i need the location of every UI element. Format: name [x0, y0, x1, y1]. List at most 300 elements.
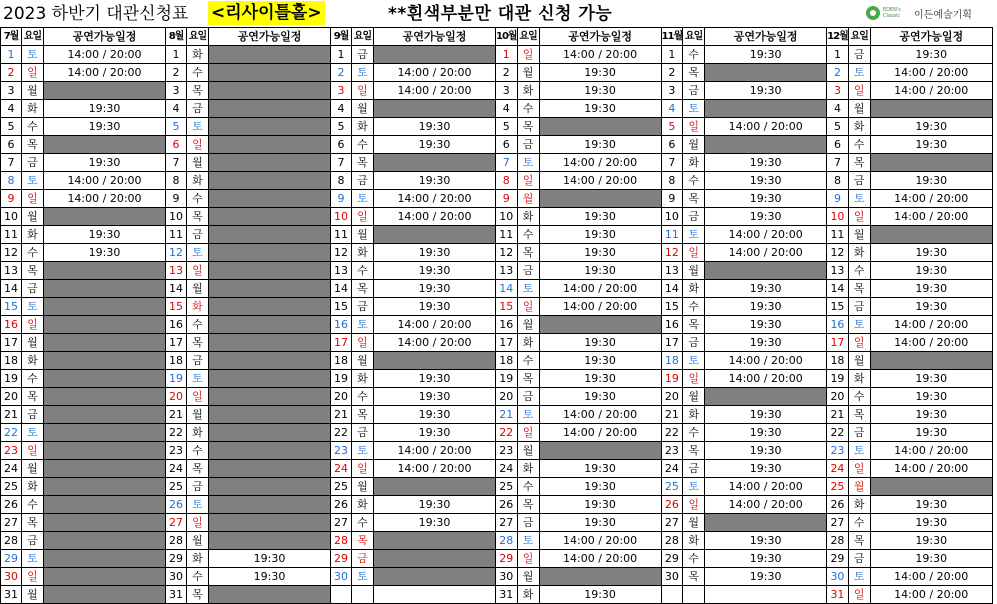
weekday-cell: 수	[683, 172, 705, 190]
weekday-cell: 토	[517, 280, 539, 298]
table-row	[1, 460, 993, 478]
date-cell: 22	[166, 424, 187, 442]
available-slot[interactable]: 19:30	[870, 424, 992, 442]
table-row	[1, 280, 993, 298]
available-slot[interactable]: 19:30	[870, 118, 992, 136]
date-cell: 23	[331, 442, 352, 460]
unavailable-slot	[44, 424, 166, 442]
table-row	[1, 388, 993, 406]
available-slot[interactable]: 14:00 / 20:00	[374, 82, 496, 100]
date-cell: 4	[166, 100, 187, 118]
weekday-cell: 월	[22, 334, 44, 352]
available-slot[interactable]: 19:30	[705, 406, 827, 424]
weekday-cell: 일	[352, 460, 374, 478]
available-slot[interactable]: 14:00 / 20:00	[44, 64, 166, 82]
available-slot[interactable]: 19:30	[705, 154, 827, 172]
weekday-cell: 일	[22, 190, 44, 208]
available-slot[interactable]: 19:30	[374, 172, 496, 190]
date-cell: 24	[496, 460, 518, 478]
weekday-cell: 일	[683, 370, 705, 388]
slot-header: 공연가능일정	[374, 28, 496, 46]
weekday-cell: 수	[352, 262, 374, 280]
date-cell: 4	[496, 100, 518, 118]
available-slot[interactable]: 19:30	[44, 244, 166, 262]
available-slot[interactable]: 14:00 / 20:00	[374, 64, 496, 82]
date-cell: 27	[1, 514, 22, 532]
available-slot[interactable]: 19:30	[374, 496, 496, 514]
date-cell: 31	[827, 586, 849, 604]
available-slot[interactable]: 19:30	[705, 190, 827, 208]
date-cell: 14	[496, 280, 518, 298]
available-slot[interactable]: 19:30	[539, 262, 661, 280]
available-slot[interactable]: 19:30	[539, 136, 661, 154]
date-cell: 12	[661, 244, 683, 262]
available-slot[interactable]: 19:30	[870, 298, 992, 316]
available-slot[interactable]: 14:00 / 20:00	[374, 316, 496, 334]
weekday-cell: 목	[517, 370, 539, 388]
available-slot[interactable]: 19:30	[705, 568, 827, 586]
available-slot[interactable]: 19:30	[870, 244, 992, 262]
slot-header: 공연가능일정	[209, 28, 331, 46]
unavailable-slot	[705, 262, 827, 280]
weekday-cell: 수	[352, 514, 374, 532]
rental-schedule-table	[0, 27, 993, 604]
weekday-cell: 일	[22, 316, 44, 334]
date-cell: 15	[166, 298, 187, 316]
date-cell: 21	[661, 406, 683, 424]
weekday-cell: 목	[187, 82, 209, 100]
date-cell: 14	[827, 280, 849, 298]
weekday-cell: 일	[22, 64, 44, 82]
available-slot[interactable]: 14:00 / 20:00	[870, 568, 992, 586]
available-slot[interactable]: 19:30	[539, 514, 661, 532]
weekday-cell: 토	[683, 352, 705, 370]
date-cell: 26	[166, 496, 187, 514]
available-slot[interactable]: 19:30	[539, 208, 661, 226]
available-slot[interactable]: 14:00 / 20:00	[374, 334, 496, 352]
unavailable-slot	[44, 82, 166, 100]
month-header: 10월	[496, 28, 518, 46]
unavailable-slot	[374, 532, 496, 550]
available-slot[interactable]: 19:30	[705, 280, 827, 298]
available-slot[interactable]: 19:30	[870, 280, 992, 298]
available-slot[interactable]: 19:30	[374, 262, 496, 280]
available-slot[interactable]: 19:30	[374, 136, 496, 154]
date-cell: 25	[1, 478, 22, 496]
available-slot[interactable]: 14:00 / 20:00	[539, 424, 661, 442]
available-slot[interactable]: 19:30	[539, 370, 661, 388]
available-slot[interactable]: 14:00 / 20:00	[870, 586, 992, 604]
weekday-cell: 일	[187, 388, 209, 406]
unavailable-slot	[44, 514, 166, 532]
available-slot[interactable]: 19:30	[870, 136, 992, 154]
weekday-cell: 금	[848, 172, 870, 190]
table-row	[1, 118, 993, 136]
available-slot[interactable]: 19:30	[539, 244, 661, 262]
date-cell: 12	[331, 244, 352, 262]
logo-text: 이든예술기획	[914, 9, 972, 21]
month-header: 8월	[166, 28, 187, 46]
date-cell: 17	[496, 334, 518, 352]
date-cell: 8	[331, 172, 352, 190]
weekday-cell	[352, 586, 374, 604]
unavailable-slot	[374, 100, 496, 118]
available-slot[interactable]: 19:30	[374, 370, 496, 388]
date-cell: 5	[827, 118, 849, 136]
available-slot[interactable]: 19:30	[539, 388, 661, 406]
title-bar	[0, 0, 997, 28]
available-slot[interactable]: 14:00 / 20:00	[44, 46, 166, 64]
weekday-cell: 화	[848, 118, 870, 136]
available-slot[interactable]: 14:00 / 20:00	[870, 334, 992, 352]
logo-icon	[866, 6, 880, 20]
available-slot[interactable]: 19:30	[870, 496, 992, 514]
available-slot[interactable]: 19:30	[870, 46, 992, 64]
weekday-cell: 금	[683, 82, 705, 100]
weekday-cell: 화	[517, 586, 539, 604]
available-slot[interactable]: 14:00 / 20:00	[870, 208, 992, 226]
slot-header: 공연가능일정	[539, 28, 661, 46]
weekday-header: 요일	[683, 28, 705, 46]
available-slot[interactable]: 19:30	[374, 280, 496, 298]
unavailable-slot	[209, 406, 331, 424]
date-cell: 13	[331, 262, 352, 280]
weekday-cell: 목	[187, 460, 209, 478]
available-slot[interactable]: 14:00 / 20:00	[870, 64, 992, 82]
available-slot[interactable]: 19:30	[539, 226, 661, 244]
available-slot[interactable]: 19:30	[209, 550, 331, 568]
weekday-cell: 화	[517, 208, 539, 226]
date-cell: 21	[331, 406, 352, 424]
available-slot[interactable]: 14:00 / 20:00	[705, 370, 827, 388]
date-cell: 24	[661, 460, 683, 478]
available-slot[interactable]: 19:30	[539, 496, 661, 514]
date-cell: 14	[166, 280, 187, 298]
available-slot[interactable]: 19:30	[870, 406, 992, 424]
unavailable-slot	[374, 352, 496, 370]
unavailable-slot	[209, 118, 331, 136]
available-slot[interactable]: 14:00 / 20:00	[870, 82, 992, 100]
available-slot[interactable]: 14:00 / 20:00	[870, 442, 992, 460]
available-slot[interactable]: 19:30	[870, 514, 992, 532]
available-slot[interactable]: 19:30	[539, 478, 661, 496]
weekday-cell: 월	[187, 280, 209, 298]
date-cell: 25	[331, 478, 352, 496]
weekday-cell: 화	[683, 280, 705, 298]
weekday-header: 요일	[352, 28, 374, 46]
unavailable-slot	[209, 154, 331, 172]
weekday-cell: 금	[683, 334, 705, 352]
weekday-cell: 화	[848, 370, 870, 388]
weekday-cell: 화	[187, 424, 209, 442]
date-cell: 18	[496, 352, 518, 370]
unavailable-slot	[209, 172, 331, 190]
available-slot[interactable]: 14:00 / 20:00	[539, 154, 661, 172]
weekday-cell: 월	[352, 478, 374, 496]
date-cell: 29	[661, 550, 683, 568]
unavailable-slot	[539, 442, 661, 460]
weekday-cell: 월	[848, 100, 870, 118]
available-slot[interactable]: 19:30	[44, 118, 166, 136]
unavailable-slot	[209, 478, 331, 496]
date-cell: 20	[661, 388, 683, 406]
date-cell: 7	[661, 154, 683, 172]
unavailable-slot	[374, 568, 496, 586]
available-slot[interactable]: 14:00 / 20:00	[539, 172, 661, 190]
date-cell: 10	[496, 208, 518, 226]
available-slot[interactable]: 19:30	[209, 568, 331, 586]
weekday-cell: 수	[848, 136, 870, 154]
date-cell: 18	[166, 352, 187, 370]
weekday-cell: 일	[187, 136, 209, 154]
available-slot[interactable]: 19:30	[374, 244, 496, 262]
empty-cell	[705, 586, 827, 604]
available-slot[interactable]: 14:00 / 20:00	[374, 442, 496, 460]
available-slot[interactable]: 19:30	[705, 334, 827, 352]
weekday-cell: 월	[683, 262, 705, 280]
available-slot[interactable]: 14:00 / 20:00	[44, 190, 166, 208]
available-slot[interactable]: 14:00 / 20:00	[705, 226, 827, 244]
weekday-cell: 목	[683, 442, 705, 460]
weekday-cell: 월	[848, 226, 870, 244]
available-slot[interactable]: 14:00 / 20:00	[705, 352, 827, 370]
date-cell: 5	[496, 118, 518, 136]
unavailable-slot	[209, 496, 331, 514]
available-slot[interactable]: 19:30	[539, 82, 661, 100]
available-slot[interactable]: 14:00 / 20:00	[539, 298, 661, 316]
date-cell: 2	[331, 64, 352, 82]
available-slot[interactable]: 19:30	[539, 460, 661, 478]
weekday-cell: 토	[22, 172, 44, 190]
available-slot[interactable]: 14:00 / 20:00	[705, 496, 827, 514]
available-slot[interactable]: 19:30	[539, 100, 661, 118]
unavailable-slot	[870, 154, 992, 172]
weekday-cell: 일	[517, 298, 539, 316]
available-slot[interactable]: 19:30	[374, 406, 496, 424]
date-cell: 22	[827, 424, 849, 442]
available-slot[interactable]: 19:30	[705, 208, 827, 226]
weekday-cell: 월	[683, 514, 705, 532]
unavailable-slot	[539, 190, 661, 208]
weekday-cell: 수	[848, 514, 870, 532]
available-slot[interactable]: 19:30	[44, 226, 166, 244]
weekday-cell: 수	[22, 244, 44, 262]
weekday-cell: 일	[848, 334, 870, 352]
date-cell: 12	[166, 244, 187, 262]
date-cell: 1	[496, 46, 518, 64]
date-cell: 31	[1, 586, 22, 604]
weekday-cell: 금	[683, 460, 705, 478]
weekday-cell: 목	[517, 496, 539, 514]
available-slot[interactable]: 19:30	[539, 64, 661, 82]
date-cell: 20	[496, 388, 518, 406]
available-slot[interactable]: 19:30	[705, 316, 827, 334]
weekday-cell: 월	[517, 316, 539, 334]
date-cell: 16	[827, 316, 849, 334]
weekday-cell: 일	[848, 460, 870, 478]
available-slot[interactable]: 14:00 / 20:00	[374, 460, 496, 478]
available-slot[interactable]: 14:00 / 20:00	[539, 280, 661, 298]
weekday-cell: 화	[352, 370, 374, 388]
available-slot[interactable]: 19:30	[870, 388, 992, 406]
weekday-cell: 금	[187, 478, 209, 496]
available-slot[interactable]: 19:30	[374, 514, 496, 532]
available-slot[interactable]: 14:00 / 20:00	[539, 532, 661, 550]
weekday-cell: 금	[352, 172, 374, 190]
available-slot[interactable]: 19:30	[374, 298, 496, 316]
date-cell: 6	[496, 136, 518, 154]
available-slot[interactable]: 19:30	[374, 388, 496, 406]
month-header: 12월	[827, 28, 849, 46]
available-slot[interactable]: 19:30	[539, 352, 661, 370]
date-cell: 22	[331, 424, 352, 442]
date-cell: 10	[331, 208, 352, 226]
weekday-cell: 수	[683, 46, 705, 64]
available-slot[interactable]: 19:30	[539, 334, 661, 352]
weekday-cell: 화	[22, 478, 44, 496]
table-row	[1, 316, 993, 334]
table-row	[1, 46, 993, 64]
available-slot[interactable]: 19:30	[705, 460, 827, 478]
table-row	[1, 136, 993, 154]
weekday-cell: 일	[352, 82, 374, 100]
date-cell: 25	[496, 478, 518, 496]
available-slot[interactable]: 19:30	[705, 532, 827, 550]
date-cell: 11	[496, 226, 518, 244]
weekday-cell: 화	[187, 46, 209, 64]
date-cell: 30	[496, 568, 518, 586]
unavailable-slot	[870, 478, 992, 496]
date-cell: 24	[827, 460, 849, 478]
available-slot[interactable]: 19:30	[870, 262, 992, 280]
date-cell: 8	[827, 172, 849, 190]
weekday-cell: 일	[352, 334, 374, 352]
available-slot[interactable]: 19:30	[374, 424, 496, 442]
date-cell: 3	[1, 82, 22, 100]
unavailable-slot	[705, 136, 827, 154]
unavailable-slot	[209, 388, 331, 406]
unavailable-slot	[44, 208, 166, 226]
weekday-cell: 수	[848, 262, 870, 280]
weekday-cell: 토	[683, 226, 705, 244]
available-slot[interactable]: 19:30	[44, 154, 166, 172]
available-slot[interactable]: 14:00 / 20:00	[539, 46, 661, 64]
unavailable-slot	[44, 370, 166, 388]
available-slot[interactable]: 14:00 / 20:00	[705, 478, 827, 496]
available-slot[interactable]: 19:30	[705, 442, 827, 460]
date-cell: 15	[331, 298, 352, 316]
available-slot[interactable]: 19:30	[870, 550, 992, 568]
weekday-cell: 목	[22, 388, 44, 406]
available-slot[interactable]: 19:30	[705, 550, 827, 568]
date-cell: 1	[166, 46, 187, 64]
weekday-cell: 월	[352, 226, 374, 244]
available-slot[interactable]: 19:30	[705, 424, 827, 442]
table-row	[1, 478, 993, 496]
date-cell: 13	[496, 262, 518, 280]
available-slot[interactable]: 19:30	[705, 46, 827, 64]
table-row	[1, 442, 993, 460]
weekday-cell: 금	[848, 298, 870, 316]
date-cell: 7	[166, 154, 187, 172]
date-cell: 10	[827, 208, 849, 226]
weekday-cell: 월	[22, 460, 44, 478]
table-row	[1, 352, 993, 370]
available-slot[interactable]: 19:30	[705, 298, 827, 316]
date-cell: 8	[166, 172, 187, 190]
available-slot[interactable]: 14:00 / 20:00	[374, 190, 496, 208]
available-slot[interactable]: 19:30	[870, 532, 992, 550]
table-row	[1, 406, 993, 424]
date-cell: 3	[661, 82, 683, 100]
available-slot[interactable]: 14:00 / 20:00	[870, 316, 992, 334]
available-slot[interactable]: 14:00 / 20:00	[870, 190, 992, 208]
table-row	[1, 226, 993, 244]
available-slot[interactable]: 19:30	[870, 172, 992, 190]
weekday-cell: 일	[517, 550, 539, 568]
available-slot[interactable]: 14:00 / 20:00	[539, 550, 661, 568]
date-cell: 11	[166, 226, 187, 244]
date-cell: 26	[1, 496, 22, 514]
date-cell: 25	[166, 478, 187, 496]
available-slot[interactable]: 19:30	[374, 118, 496, 136]
available-slot[interactable]: 14:00 / 20:00	[870, 460, 992, 478]
available-slot[interactable]: 19:30	[705, 172, 827, 190]
available-slot[interactable]: 14:00 / 20:00	[374, 208, 496, 226]
page-title: 2023 하반기 대관신청표	[3, 4, 189, 24]
available-slot[interactable]: 14:00 / 20:00	[705, 118, 827, 136]
weekday-cell: 화	[848, 244, 870, 262]
date-cell: 12	[1, 244, 22, 262]
date-cell: 29	[166, 550, 187, 568]
available-slot[interactable]: 14:00 / 20:00	[539, 406, 661, 424]
table-row	[1, 586, 993, 604]
weekday-cell: 목	[683, 190, 705, 208]
weekday-cell: 목	[848, 406, 870, 424]
weekday-cell: 목	[187, 334, 209, 352]
date-cell: 9	[166, 190, 187, 208]
weekday-cell: 수	[22, 496, 44, 514]
unavailable-slot	[705, 64, 827, 82]
logo-subtitle: EDEN's Classic	[883, 7, 901, 19]
unavailable-slot	[44, 298, 166, 316]
available-slot[interactable]: 14:00 / 20:00	[44, 172, 166, 190]
date-cell: 6	[827, 136, 849, 154]
weekday-cell: 목	[517, 244, 539, 262]
available-slot[interactable]: 14:00 / 20:00	[705, 244, 827, 262]
table-row	[1, 64, 993, 82]
available-slot[interactable]: 19:30	[870, 370, 992, 388]
date-cell: 29	[331, 550, 352, 568]
weekday-cell: 토	[848, 190, 870, 208]
weekday-cell: 금	[848, 550, 870, 568]
date-cell: 6	[331, 136, 352, 154]
weekday-cell: 화	[517, 82, 539, 100]
available-slot[interactable]: 19:30	[539, 586, 661, 604]
table-row	[1, 370, 993, 388]
unavailable-slot	[374, 226, 496, 244]
weekday-cell: 화	[352, 496, 374, 514]
date-cell: 23	[1, 442, 22, 460]
date-cell: 29	[496, 550, 518, 568]
available-slot[interactable]: 19:30	[44, 100, 166, 118]
weekday-cell: 화	[22, 100, 44, 118]
weekday-cell: 월	[683, 388, 705, 406]
date-cell: 2	[496, 64, 518, 82]
date-cell: 12	[496, 244, 518, 262]
date-cell: 16	[661, 316, 683, 334]
available-slot[interactable]: 19:30	[705, 82, 827, 100]
